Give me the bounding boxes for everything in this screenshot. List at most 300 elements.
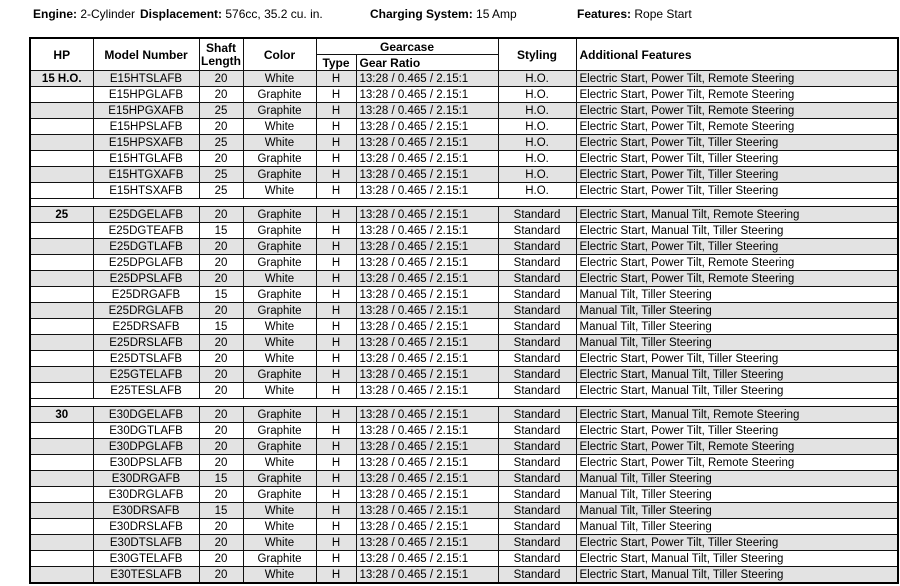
cell-color: Graphite bbox=[243, 407, 316, 423]
cell-ratio: 13:28 / 0.465 / 2.15:1 bbox=[356, 455, 498, 471]
cell-ratio: 13:28 / 0.465 / 2.15:1 bbox=[356, 407, 498, 423]
cell-model: E30DRSAFB bbox=[93, 503, 199, 519]
cell-features: Electric Start, Manual Tilt, Remote Steering bbox=[576, 407, 898, 423]
cell-type: H bbox=[316, 503, 356, 519]
table-row bbox=[30, 471, 898, 487]
cell-shaft: 20 bbox=[199, 567, 243, 584]
cell-shaft: 20 bbox=[199, 207, 243, 223]
cell-type: H bbox=[316, 439, 356, 455]
cell-features: Electric Start, Manual Tilt, Tiller Steering bbox=[576, 223, 898, 239]
displacement-value: 576cc, 35.2 cu. in. bbox=[225, 7, 323, 21]
cell-hp bbox=[30, 383, 93, 399]
cell-styling: Standard bbox=[498, 367, 576, 383]
cell-model: E25DGTEAFB bbox=[93, 223, 199, 239]
cell-model: E25DTSLAFB bbox=[93, 351, 199, 367]
table-row bbox=[30, 239, 898, 255]
cell-color: White bbox=[243, 319, 316, 335]
cell-type: H bbox=[316, 487, 356, 503]
cell-hp bbox=[30, 455, 93, 471]
cell-model: E25DPSLAFB bbox=[93, 271, 199, 287]
cell-styling: Standard bbox=[498, 471, 576, 487]
cell-features: Electric Start, Manual Tilt, Tiller Steering bbox=[576, 383, 898, 399]
cell-styling: Standard bbox=[498, 503, 576, 519]
cell-features: Electric Start, Power Tilt, Remote Steering bbox=[576, 119, 898, 135]
table-row bbox=[30, 87, 898, 103]
cell-model: E15HPSLAFB bbox=[93, 119, 199, 135]
cell-color: White bbox=[243, 567, 316, 584]
cell-hp bbox=[30, 135, 93, 151]
cell-color: Graphite bbox=[243, 287, 316, 303]
table-row bbox=[30, 287, 898, 303]
cell-styling: H.O. bbox=[498, 119, 576, 135]
cell-styling: Standard bbox=[498, 455, 576, 471]
cell-hp bbox=[30, 551, 93, 567]
table-row bbox=[30, 183, 898, 199]
cell-shaft: 20 bbox=[199, 383, 243, 399]
cell-type: H bbox=[316, 471, 356, 487]
cell-hp bbox=[30, 223, 93, 239]
cell-ratio: 13:28 / 0.465 / 2.15:1 bbox=[356, 567, 498, 584]
cell-type: H bbox=[316, 519, 356, 535]
cell-model: E30DGTLAFB bbox=[93, 423, 199, 439]
table-row bbox=[30, 535, 898, 551]
cell-model: E30DTSLAFB bbox=[93, 535, 199, 551]
cell-ratio: 13:28 / 0.465 / 2.15:1 bbox=[356, 551, 498, 567]
cell-color: Graphite bbox=[243, 87, 316, 103]
cell-type: H bbox=[316, 87, 356, 103]
cell-color: Graphite bbox=[243, 471, 316, 487]
cell-model: E15HPSXAFB bbox=[93, 135, 199, 151]
cell-features: Electric Start, Power Tilt, Tiller Steering bbox=[576, 151, 898, 167]
cell-shaft: 20 bbox=[199, 351, 243, 367]
cell-model: E30DPGLAFB bbox=[93, 439, 199, 455]
header-shaft-length: Shaft Length bbox=[199, 38, 243, 71]
cell-hp bbox=[30, 319, 93, 335]
cell-model: E15HTGXAFB bbox=[93, 167, 199, 183]
cell-ratio: 13:28 / 0.465 / 2.15:1 bbox=[356, 103, 498, 119]
cell-shaft: 20 bbox=[199, 71, 243, 87]
cell-model: E30DRSLAFB bbox=[93, 519, 199, 535]
cell-features: Electric Start, Power Tilt, Remote Steering bbox=[576, 71, 898, 87]
cell-shaft: 20 bbox=[199, 87, 243, 103]
cell-features: Electric Start, Power Tilt, Tiller Steering bbox=[576, 167, 898, 183]
cell-features: Electric Start, Power Tilt, Remote Steering bbox=[576, 271, 898, 287]
cell-shaft: 20 bbox=[199, 455, 243, 471]
table-row bbox=[30, 503, 898, 519]
cell-type: H bbox=[316, 119, 356, 135]
cell-ratio: 13:28 / 0.465 / 2.15:1 bbox=[356, 303, 498, 319]
cell-color: Graphite bbox=[243, 239, 316, 255]
cell-hp bbox=[30, 367, 93, 383]
cell-hp: 25 bbox=[30, 207, 93, 223]
cell-hp bbox=[30, 151, 93, 167]
cell-model: E25DGELAFB bbox=[93, 207, 199, 223]
header-gearcase-type: Type bbox=[316, 55, 356, 71]
table-row bbox=[30, 383, 898, 399]
cell-model: E30GTELAFB bbox=[93, 551, 199, 567]
header-hp: HP bbox=[30, 38, 93, 71]
cell-styling: Standard bbox=[498, 487, 576, 503]
cell-hp bbox=[30, 351, 93, 367]
cell-type: H bbox=[316, 223, 356, 239]
cell-ratio: 13:28 / 0.465 / 2.15:1 bbox=[356, 223, 498, 239]
cell-color: White bbox=[243, 71, 316, 87]
cell-features: Manual Tilt, Tiller Steering bbox=[576, 335, 898, 351]
cell-color: White bbox=[243, 383, 316, 399]
cell-features: Electric Start, Power Tilt, Remote Steering bbox=[576, 455, 898, 471]
cell-ratio: 13:28 / 0.465 / 2.15:1 bbox=[356, 271, 498, 287]
cell-shaft: 20 bbox=[199, 535, 243, 551]
cell-type: H bbox=[316, 423, 356, 439]
table-row bbox=[30, 519, 898, 535]
cell-features: Manual Tilt, Tiller Steering bbox=[576, 487, 898, 503]
cell-shaft: 15 bbox=[199, 503, 243, 519]
cell-type: H bbox=[316, 287, 356, 303]
cell-hp bbox=[30, 87, 93, 103]
cell-features: Manual Tilt, Tiller Steering bbox=[576, 471, 898, 487]
cell-color: Graphite bbox=[243, 423, 316, 439]
cell-styling: Standard bbox=[498, 255, 576, 271]
cell-type: H bbox=[316, 407, 356, 423]
cell-styling: H.O. bbox=[498, 151, 576, 167]
cell-features: Manual Tilt, Tiller Steering bbox=[576, 303, 898, 319]
cell-hp bbox=[30, 423, 93, 439]
cell-type: H bbox=[316, 535, 356, 551]
cell-shaft: 20 bbox=[199, 335, 243, 351]
cell-model: E25TESLAFB bbox=[93, 383, 199, 399]
cell-ratio: 13:28 / 0.465 / 2.15:1 bbox=[356, 239, 498, 255]
cell-shaft: 20 bbox=[199, 423, 243, 439]
cell-type: H bbox=[316, 319, 356, 335]
table-row bbox=[30, 151, 898, 167]
cell-model: E25DRGLAFB bbox=[93, 303, 199, 319]
cell-model: E25DRGAFB bbox=[93, 287, 199, 303]
table-body bbox=[30, 71, 898, 584]
cell-model: E25DRSAFB bbox=[93, 319, 199, 335]
cell-hp bbox=[30, 535, 93, 551]
cell-shaft: 25 bbox=[199, 135, 243, 151]
header-model-number: Model Number bbox=[93, 38, 199, 71]
engine-label: Engine: bbox=[33, 7, 77, 21]
table-row bbox=[30, 119, 898, 135]
cell-features: Electric Start, Power Tilt, Tiller Steering bbox=[576, 351, 898, 367]
cell-color: White bbox=[243, 271, 316, 287]
cell-hp: 30 bbox=[30, 407, 93, 423]
cell-type: H bbox=[316, 383, 356, 399]
table-row bbox=[30, 303, 898, 319]
cell-styling: Standard bbox=[498, 567, 576, 584]
cell-color: White bbox=[243, 455, 316, 471]
table-row bbox=[30, 487, 898, 503]
table-row bbox=[30, 351, 898, 367]
engine-spec bbox=[33, 7, 135, 21]
header-gear-ratio: Gear Ratio bbox=[356, 55, 498, 71]
cell-hp bbox=[30, 503, 93, 519]
cell-type: H bbox=[316, 167, 356, 183]
table-row bbox=[30, 423, 898, 439]
cell-styling: Standard bbox=[498, 239, 576, 255]
cell-ratio: 13:28 / 0.465 / 2.15:1 bbox=[356, 87, 498, 103]
cell-type: H bbox=[316, 135, 356, 151]
cell-styling: Standard bbox=[498, 223, 576, 239]
table-row bbox=[30, 367, 898, 383]
cell-ratio: 13:28 / 0.465 / 2.15:1 bbox=[356, 167, 498, 183]
cell-shaft: 20 bbox=[199, 271, 243, 287]
cell-shaft: 20 bbox=[199, 255, 243, 271]
cell-styling: Standard bbox=[498, 407, 576, 423]
cell-ratio: 13:28 / 0.465 / 2.15:1 bbox=[356, 135, 498, 151]
cell-ratio: 13:28 / 0.465 / 2.15:1 bbox=[356, 151, 498, 167]
cell-hp bbox=[30, 439, 93, 455]
cell-ratio: 13:28 / 0.465 / 2.15:1 bbox=[356, 335, 498, 351]
cell-color: White bbox=[243, 135, 316, 151]
cell-ratio: 13:28 / 0.465 / 2.15:1 bbox=[356, 487, 498, 503]
cell-hp: 15 H.O. bbox=[30, 71, 93, 87]
cell-hp bbox=[30, 519, 93, 535]
cell-type: H bbox=[316, 239, 356, 255]
cell-hp bbox=[30, 103, 93, 119]
table-row bbox=[30, 407, 898, 423]
cell-ratio: 13:28 / 0.465 / 2.15:1 bbox=[356, 351, 498, 367]
cell-features: Electric Start, Manual Tilt, Tiller Steering bbox=[576, 551, 898, 567]
cell-type: H bbox=[316, 551, 356, 567]
spec-table bbox=[29, 37, 899, 584]
cell-color: White bbox=[243, 535, 316, 551]
cell-features: Electric Start, Power Tilt, Remote Steering bbox=[576, 439, 898, 455]
cell-ratio: 13:28 / 0.465 / 2.15:1 bbox=[356, 319, 498, 335]
cell-ratio: 13:28 / 0.465 / 2.15:1 bbox=[356, 519, 498, 535]
cell-ratio: 13:28 / 0.465 / 2.15:1 bbox=[356, 71, 498, 87]
table-row bbox=[30, 455, 898, 471]
cell-features: Electric Start, Manual Tilt, Tiller Steering bbox=[576, 367, 898, 383]
cell-hp bbox=[30, 567, 93, 584]
cell-color: Graphite bbox=[243, 223, 316, 239]
cell-color: Graphite bbox=[243, 303, 316, 319]
table-row bbox=[30, 223, 898, 239]
header-additional-features: Additional Features bbox=[576, 38, 898, 71]
cell-features: Electric Start, Power Tilt, Tiller Steering bbox=[576, 535, 898, 551]
cell-styling: Standard bbox=[498, 383, 576, 399]
cell-color: Graphite bbox=[243, 207, 316, 223]
cell-styling: Standard bbox=[498, 319, 576, 335]
cell-type: H bbox=[316, 183, 356, 199]
cell-color: Graphite bbox=[243, 367, 316, 383]
cell-color: Graphite bbox=[243, 487, 316, 503]
cell-type: H bbox=[316, 151, 356, 167]
cell-hp bbox=[30, 303, 93, 319]
table-row bbox=[30, 271, 898, 287]
features-spec bbox=[577, 7, 692, 21]
cell-color: Graphite bbox=[243, 439, 316, 455]
cell-shaft: 20 bbox=[199, 519, 243, 535]
cell-hp bbox=[30, 183, 93, 199]
cell-styling: Standard bbox=[498, 335, 576, 351]
cell-model: E25DRSLAFB bbox=[93, 335, 199, 351]
cell-model: E30DRGLAFB bbox=[93, 487, 199, 503]
cell-color: Graphite bbox=[243, 103, 316, 119]
charging-system-label: Charging System: bbox=[370, 7, 473, 21]
cell-type: H bbox=[316, 71, 356, 87]
cell-shaft: 15 bbox=[199, 287, 243, 303]
cell-styling: H.O. bbox=[498, 183, 576, 199]
cell-styling: Standard bbox=[498, 535, 576, 551]
cell-styling: Standard bbox=[498, 287, 576, 303]
cell-styling: Standard bbox=[498, 351, 576, 367]
cell-type: H bbox=[316, 335, 356, 351]
cell-shaft: 20 bbox=[199, 551, 243, 567]
cell-model: E30DRGAFB bbox=[93, 471, 199, 487]
cell-color: Graphite bbox=[243, 551, 316, 567]
cell-color: White bbox=[243, 519, 316, 535]
cell-model: E25DPGLAFB bbox=[93, 255, 199, 271]
cell-styling: Standard bbox=[498, 519, 576, 535]
cell-ratio: 13:28 / 0.465 / 2.15:1 bbox=[356, 119, 498, 135]
cell-features: Electric Start, Power Tilt, Tiller Steering bbox=[576, 423, 898, 439]
cell-color: White bbox=[243, 503, 316, 519]
cell-hp bbox=[30, 471, 93, 487]
cell-model: E15HTSLAFB bbox=[93, 71, 199, 87]
charging-system-value: 15 Amp bbox=[476, 7, 517, 21]
engine-value: 2-Cylinder bbox=[80, 7, 136, 21]
table-row bbox=[30, 103, 898, 119]
cell-ratio: 13:28 / 0.465 / 2.15:1 bbox=[356, 423, 498, 439]
charging-system-spec bbox=[370, 7, 517, 21]
cell-model: E30DPSLAFB bbox=[93, 455, 199, 471]
cell-color: Graphite bbox=[243, 255, 316, 271]
cell-type: H bbox=[316, 207, 356, 223]
group-spacer-row bbox=[30, 399, 898, 407]
table-row bbox=[30, 335, 898, 351]
cell-model: E15HTGLAFB bbox=[93, 151, 199, 167]
cell-features: Manual Tilt, Tiller Steering bbox=[576, 519, 898, 535]
cell-shaft: 25 bbox=[199, 183, 243, 199]
cell-type: H bbox=[316, 567, 356, 584]
cell-ratio: 13:28 / 0.465 / 2.15:1 bbox=[356, 503, 498, 519]
cell-model: E30DGELAFB bbox=[93, 407, 199, 423]
cell-model: E30TESLAFB bbox=[93, 567, 199, 584]
cell-shaft: 20 bbox=[199, 119, 243, 135]
cell-hp bbox=[30, 239, 93, 255]
cell-ratio: 13:28 / 0.465 / 2.15:1 bbox=[356, 535, 498, 551]
cell-model: E25DGTLAFB bbox=[93, 239, 199, 255]
cell-shaft: 25 bbox=[199, 103, 243, 119]
cell-shaft: 20 bbox=[199, 303, 243, 319]
cell-styling: H.O. bbox=[498, 167, 576, 183]
cell-features: Electric Start, Power Tilt, Tiller Steering bbox=[576, 239, 898, 255]
cell-shaft: 15 bbox=[199, 471, 243, 487]
cell-model: E25GTELAFB bbox=[93, 367, 199, 383]
cell-shaft: 20 bbox=[199, 151, 243, 167]
cell-hp bbox=[30, 119, 93, 135]
cell-ratio: 13:28 / 0.465 / 2.15:1 bbox=[356, 255, 498, 271]
cell-styling: Standard bbox=[498, 207, 576, 223]
cell-color: White bbox=[243, 335, 316, 351]
cell-styling: Standard bbox=[498, 423, 576, 439]
cell-color: White bbox=[243, 183, 316, 199]
displacement-spec bbox=[140, 7, 323, 21]
group-spacer-cell bbox=[30, 399, 898, 407]
cell-hp bbox=[30, 335, 93, 351]
cell-color: White bbox=[243, 119, 316, 135]
cell-styling: H.O. bbox=[498, 71, 576, 87]
group-spacer-cell bbox=[30, 199, 898, 207]
cell-features: Manual Tilt, Tiller Steering bbox=[576, 319, 898, 335]
cell-features: Electric Start, Power Tilt, Remote Steering bbox=[576, 87, 898, 103]
cell-styling: Standard bbox=[498, 439, 576, 455]
table-row bbox=[30, 167, 898, 183]
cell-shaft: 15 bbox=[199, 319, 243, 335]
table-row bbox=[30, 71, 898, 87]
cell-styling: Standard bbox=[498, 271, 576, 287]
table-header bbox=[30, 38, 898, 71]
cell-model: E15HPGXAFB bbox=[93, 103, 199, 119]
header-color: Color bbox=[243, 38, 316, 71]
cell-color: White bbox=[243, 351, 316, 367]
cell-shaft: 15 bbox=[199, 223, 243, 239]
cell-shaft: 20 bbox=[199, 239, 243, 255]
table-row bbox=[30, 255, 898, 271]
cell-type: H bbox=[316, 367, 356, 383]
cell-styling: Standard bbox=[498, 551, 576, 567]
cell-features: Electric Start, Power Tilt, Remote Steering bbox=[576, 255, 898, 271]
cell-type: H bbox=[316, 303, 356, 319]
cell-ratio: 13:28 / 0.465 / 2.15:1 bbox=[356, 287, 498, 303]
cell-shaft: 20 bbox=[199, 367, 243, 383]
group-spacer-row bbox=[30, 199, 898, 207]
table-row bbox=[30, 551, 898, 567]
cell-shaft: 25 bbox=[199, 167, 243, 183]
displacement-label: Displacement: bbox=[140, 7, 223, 21]
cell-color: Graphite bbox=[243, 167, 316, 183]
cell-shaft: 20 bbox=[199, 487, 243, 503]
cell-ratio: 13:28 / 0.465 / 2.15:1 bbox=[356, 207, 498, 223]
cell-hp bbox=[30, 287, 93, 303]
cell-shaft: 20 bbox=[199, 407, 243, 423]
engine-info-line bbox=[0, 7, 900, 23]
cell-features: Manual Tilt, Tiller Steering bbox=[576, 287, 898, 303]
features-label: Features: bbox=[577, 7, 632, 21]
cell-styling: H.O. bbox=[498, 103, 576, 119]
cell-type: H bbox=[316, 455, 356, 471]
cell-features: Electric Start, Power Tilt, Tiller Steering bbox=[576, 183, 898, 199]
cell-ratio: 13:28 / 0.465 / 2.15:1 bbox=[356, 471, 498, 487]
header-gearcase: Gearcase bbox=[316, 38, 498, 55]
cell-features: Electric Start, Manual Tilt, Remote Steering bbox=[576, 207, 898, 223]
cell-ratio: 13:28 / 0.465 / 2.15:1 bbox=[356, 439, 498, 455]
table-row bbox=[30, 439, 898, 455]
table-row bbox=[30, 567, 898, 584]
table-row bbox=[30, 319, 898, 335]
cell-features: Electric Start, Manual Tilt, Tiller Steering bbox=[576, 567, 898, 584]
cell-hp bbox=[30, 271, 93, 287]
cell-styling: Standard bbox=[498, 303, 576, 319]
cell-type: H bbox=[316, 103, 356, 119]
cell-model: E15HTSXAFB bbox=[93, 183, 199, 199]
table-row bbox=[30, 207, 898, 223]
cell-styling: H.O. bbox=[498, 135, 576, 151]
cell-features: Electric Start, Power Tilt, Remote Steering bbox=[576, 103, 898, 119]
cell-type: H bbox=[316, 271, 356, 287]
cell-hp bbox=[30, 487, 93, 503]
table-row bbox=[30, 135, 898, 151]
header-styling: Styling bbox=[498, 38, 576, 71]
cell-type: H bbox=[316, 255, 356, 271]
cell-features: Electric Start, Power Tilt, Tiller Steering bbox=[576, 135, 898, 151]
cell-model: E15HPGLAFB bbox=[93, 87, 199, 103]
cell-features: Manual Tilt, Tiller Steering bbox=[576, 503, 898, 519]
cell-shaft: 20 bbox=[199, 439, 243, 455]
cell-hp bbox=[30, 167, 93, 183]
